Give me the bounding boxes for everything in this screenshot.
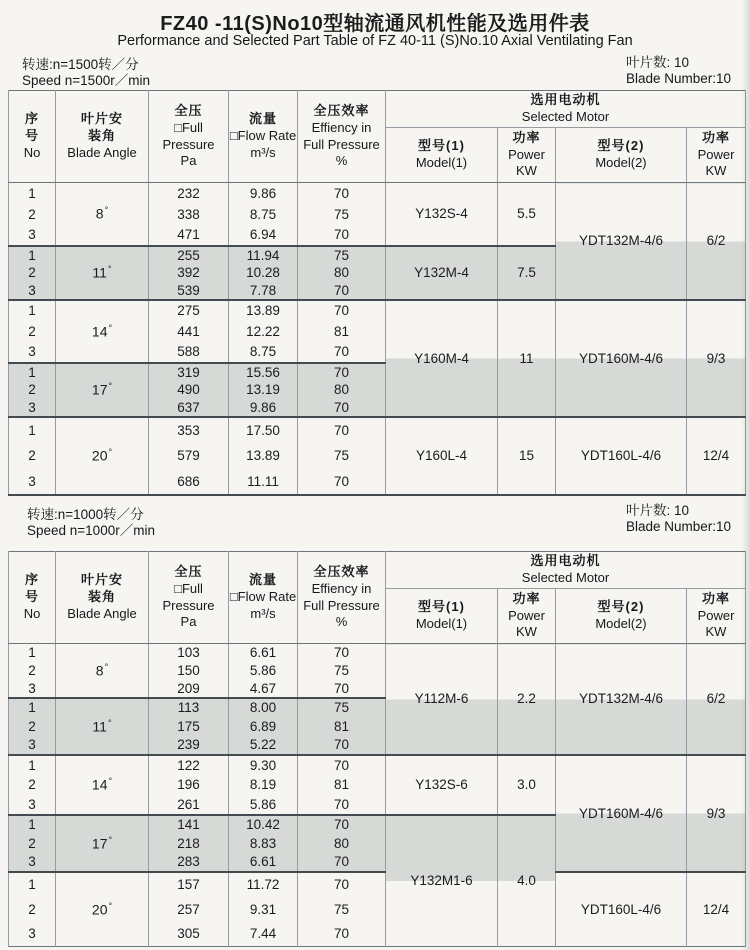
speed-cn: 转速:n=1000转／分 [27,507,144,522]
cell-pressure: 232 [149,183,229,204]
cell-flow-rate: 5.22 [229,736,298,755]
cell-blade-angle: 8° [56,183,149,246]
header-power2: 功率 Power KW [687,128,746,183]
cell-blade-angle: 20° [56,872,149,947]
cell-pressure: 157 [149,872,229,897]
cell-flow-rate: 8.75 [229,342,298,363]
cell-blade-angle: 14° [56,755,149,815]
cell-flow-rate: 17.50 [229,417,298,443]
cell-no: 2 [9,834,56,853]
cell-flow-rate: 4.67 [229,680,298,698]
speed-en: Speed n=1000r／min [27,523,155,539]
cell-efficiency: 75 [298,246,386,264]
cell-flow-rate: 9.86 [229,399,298,417]
cell-blade-angle: 17° [56,815,149,872]
header-flow-rate: 流量 □Flow Rate m³/s [229,552,298,644]
cell-no: 3 [9,853,56,872]
speed-en: Speed n=1500r／min [22,73,150,89]
cell-efficiency: 70 [298,282,386,300]
cell-motor2-model: YDT132M-4/6 [556,644,687,755]
cell-flow-rate: 8.00 [229,698,298,717]
cell-flow-rate: 6.61 [229,644,298,662]
cell-no: 3 [9,736,56,755]
fan-performance-table [8,551,746,947]
cell-motor2-power: 12/4 [687,417,746,495]
cell-pressure: 579 [149,443,229,469]
cell-no: 2 [9,204,56,225]
cell-pressure: 319 [149,363,229,381]
cell-pressure: 441 [149,321,229,342]
cell-no: 1 [9,183,56,204]
header-flow-rate: 流量 □Flow Rate m³/s [229,91,298,183]
cell-pressure: 239 [149,736,229,755]
cell-efficiency: 70 [298,300,386,321]
header-full-pressure: 全压 □Full Pressure Pa [149,91,229,183]
cell-no: 1 [9,872,56,897]
degree-symbol: ° [108,322,113,333]
cell-no: 3 [9,922,56,947]
cell-motor2-model: YDT160M-4/6 [556,300,687,417]
cell-flow-rate: 6.61 [229,853,298,872]
cell-no: 3 [9,225,56,246]
cell-motor1-model: Y160M-4 [386,300,498,417]
blade-count-cn: 叶片数: 10 [626,55,690,70]
cell-no: 1 [9,815,56,834]
blade-count-cn: 叶片数: 10 [626,503,690,518]
cell-pressure: 305 [149,922,229,947]
cell-motor1-model: Y132S-4 [386,183,498,246]
cell-efficiency: 80 [298,834,386,853]
cell-efficiency: 70 [298,853,386,872]
degree-symbol: ° [107,264,112,275]
speed-info-1000 [27,507,155,540]
cell-efficiency: 70 [298,922,386,947]
cell-flow-rate: 8.19 [229,775,298,795]
cell-efficiency: 70 [298,183,386,204]
page-subtitle: Performance and Selected Part Table of FZ 40-11 (S)No.10 Axial Ventilating Fan [117,33,633,49]
cell-flow-rate: 9.30 [229,755,298,775]
cell-pressure: 539 [149,282,229,300]
cell-pressure: 175 [149,717,229,736]
cell-flow-rate: 7.78 [229,282,298,300]
cell-pressure: 122 [149,755,229,775]
cell-motor2-power: 9/3 [687,755,746,872]
cell-pressure: 261 [149,795,229,815]
cell-efficiency: 70 [298,815,386,834]
cell-efficiency: 70 [298,225,386,246]
cell-efficiency: 81 [298,775,386,795]
cell-flow-rate: 13.19 [229,381,298,399]
cell-flow-rate: 13.89 [229,300,298,321]
cell-motor1-model: Y132M1-6 [386,815,498,947]
cell-motor1-power: 11 [498,300,556,417]
blade-count-en: Blade Number:10 [626,519,732,535]
cell-efficiency: 70 [298,755,386,775]
header-blade-angle: 叶片安 装角 Blade Angle [56,552,149,644]
cell-no: 3 [9,282,56,300]
cell-efficiency: 70 [298,680,386,698]
cell-no: 3 [9,342,56,363]
cell-motor1-power: 15 [498,417,556,495]
performance-table-1000rpm [8,551,746,947]
cell-no: 2 [9,775,56,795]
cell-motor1-model: Y112M-6 [386,644,498,755]
cell-motor2-model: YDT132M-4/6 [556,183,687,300]
header-efficiency: 全压效率 Effiency in Full Pressure % [298,552,386,644]
cell-efficiency: 75 [298,204,386,225]
degree-symbol: ° [107,717,112,728]
cell-blade-angle: 14° [56,300,149,363]
cell-flow-rate: 12.22 [229,321,298,342]
cell-efficiency: 70 [298,417,386,443]
cell-motor1-power: 4.0 [498,815,556,947]
page-title: FZ40 -11(S)No10型轴流通风机性能及选用件表 [160,13,590,35]
cell-flow-rate: 10.28 [229,264,298,282]
cell-flow-rate: 7.44 [229,922,298,947]
speed-cn: 转速:n=1500转／分 [22,57,139,72]
header-no: 序 号 No [9,91,56,183]
cell-pressure: 471 [149,225,229,246]
cell-flow-rate: 8.83 [229,834,298,853]
cell-flow-rate: 9.31 [229,897,298,922]
blade-count-en: Blade Number:10 [626,71,732,87]
cell-flow-rate: 5.86 [229,795,298,815]
cell-blade-angle: 17° [56,363,149,417]
cell-pressure: 218 [149,834,229,853]
cell-blade-angle: 8° [56,644,149,698]
cell-flow-rate: 6.94 [229,225,298,246]
cell-no: 2 [9,717,56,736]
cell-no: 2 [9,443,56,469]
header-full-pressure: 全压 □Full Pressure Pa [149,552,229,644]
cell-motor2-power: 12/4 [687,872,746,947]
cell-efficiency: 70 [298,795,386,815]
cell-pressure: 353 [149,417,229,443]
cell-flow-rate: 6.89 [229,717,298,736]
cell-flow-rate: 11.72 [229,872,298,897]
cell-pressure: 255 [149,246,229,264]
header-blade-angle: 叶片安 装角 Blade Angle [56,91,149,183]
degree-symbol: ° [108,900,113,911]
blade-info-2 [626,503,731,536]
cell-efficiency: 70 [298,399,386,417]
cell-pressure: 588 [149,342,229,363]
cell-no: 1 [9,417,56,443]
header-model2: 型号(2) Model(2) [556,128,687,183]
cell-efficiency: 75 [298,662,386,680]
cell-no: 1 [9,363,56,381]
cell-pressure: 103 [149,644,229,662]
cell-no: 2 [9,321,56,342]
cell-no: 3 [9,469,56,495]
header-efficiency: 全压效率 Effiency in Full Pressure % [298,91,386,183]
cell-motor1-power: 3.0 [498,755,556,815]
cell-efficiency: 70 [298,736,386,755]
cell-no: 1 [9,644,56,662]
cell-flow-rate: 13.89 [229,443,298,469]
cell-efficiency: 70 [298,363,386,381]
header-power2: 功率 Power KW [687,589,746,644]
cell-blade-angle: 20° [56,417,149,495]
cell-no: 2 [9,381,56,399]
cell-no: 1 [9,246,56,264]
cell-flow-rate: 9.86 [229,183,298,204]
header-model1: 型号(1) Model(1) [386,589,498,644]
cell-efficiency: 70 [298,644,386,662]
degree-symbol: ° [108,447,113,458]
header-model2: 型号(2) Model(2) [556,589,687,644]
cell-efficiency: 75 [298,897,386,922]
cell-motor2-power: 6/2 [687,644,746,755]
blade-info-1 [626,55,731,88]
cell-motor1-model: Y132M-4 [386,246,498,300]
cell-pressure: 283 [149,853,229,872]
header-selected-motor: 选用电动机 Selected Motor [386,552,746,589]
cell-no: 1 [9,698,56,717]
cell-flow-rate: 11.11 [229,469,298,495]
cell-blade-angle: 11° [56,246,149,300]
cell-flow-rate: 10.42 [229,815,298,834]
cell-pressure: 196 [149,775,229,795]
cell-pressure: 686 [149,469,229,495]
cell-pressure: 637 [149,399,229,417]
cell-efficiency: 70 [298,342,386,363]
cell-no: 2 [9,264,56,282]
cell-efficiency: 75 [298,698,386,717]
cell-flow-rate: 8.75 [229,204,298,225]
cell-motor2-model: YDT160L-4/6 [556,417,687,495]
header-power1: 功率 Power KW [498,589,556,644]
degree-symbol: ° [104,205,109,216]
performance-table-1500rpm [8,90,746,496]
cell-motor1-power: 2.2 [498,644,556,755]
cell-pressure: 113 [149,698,229,717]
cell-motor2-power: 9/3 [687,300,746,417]
cell-no: 3 [9,795,56,815]
cell-motor2-model: YDT160L-4/6 [556,872,687,947]
cell-no: 3 [9,680,56,698]
header-no: 序 号 No [9,552,56,644]
cell-efficiency: 70 [298,469,386,495]
cell-motor1-model: Y160L-4 [386,417,498,495]
cell-pressure: 490 [149,381,229,399]
degree-symbol: ° [108,776,113,787]
cell-motor1-power: 7.5 [498,246,556,300]
header-power1: 功率 Power KW [498,128,556,183]
cell-motor1-model: Y132S-6 [386,755,498,815]
degree-symbol: ° [108,834,113,845]
cell-pressure: 392 [149,264,229,282]
header-selected-motor: 选用电动机 Selected Motor [386,91,746,128]
cell-pressure: 141 [149,815,229,834]
cell-efficiency: 81 [298,717,386,736]
fan-performance-table [8,90,746,496]
cell-pressure: 338 [149,204,229,225]
cell-pressure: 209 [149,680,229,698]
cell-pressure: 257 [149,897,229,922]
cell-motor2-model: YDT160M-4/6 [556,755,687,872]
cell-blade-angle: 11° [56,698,149,755]
cell-no: 2 [9,897,56,922]
cell-pressure: 275 [149,300,229,321]
cell-efficiency: 80 [298,264,386,282]
cell-efficiency: 75 [298,443,386,469]
speed-info-1500 [22,57,150,90]
cell-no: 1 [9,755,56,775]
cell-flow-rate: 5.86 [229,662,298,680]
cell-no: 2 [9,662,56,680]
cell-flow-rate: 15.56 [229,363,298,381]
degree-symbol: ° [108,381,113,392]
cell-motor1-power: 5.5 [498,183,556,246]
cell-motor2-power: 6/2 [687,183,746,300]
degree-symbol: ° [104,661,109,672]
cell-efficiency: 70 [298,872,386,897]
cell-no: 1 [9,300,56,321]
cell-flow-rate: 11.94 [229,246,298,264]
cell-efficiency: 80 [298,381,386,399]
header-model1: 型号(1) Model(1) [386,128,498,183]
cell-no: 3 [9,399,56,417]
cell-efficiency: 81 [298,321,386,342]
cell-pressure: 150 [149,662,229,680]
